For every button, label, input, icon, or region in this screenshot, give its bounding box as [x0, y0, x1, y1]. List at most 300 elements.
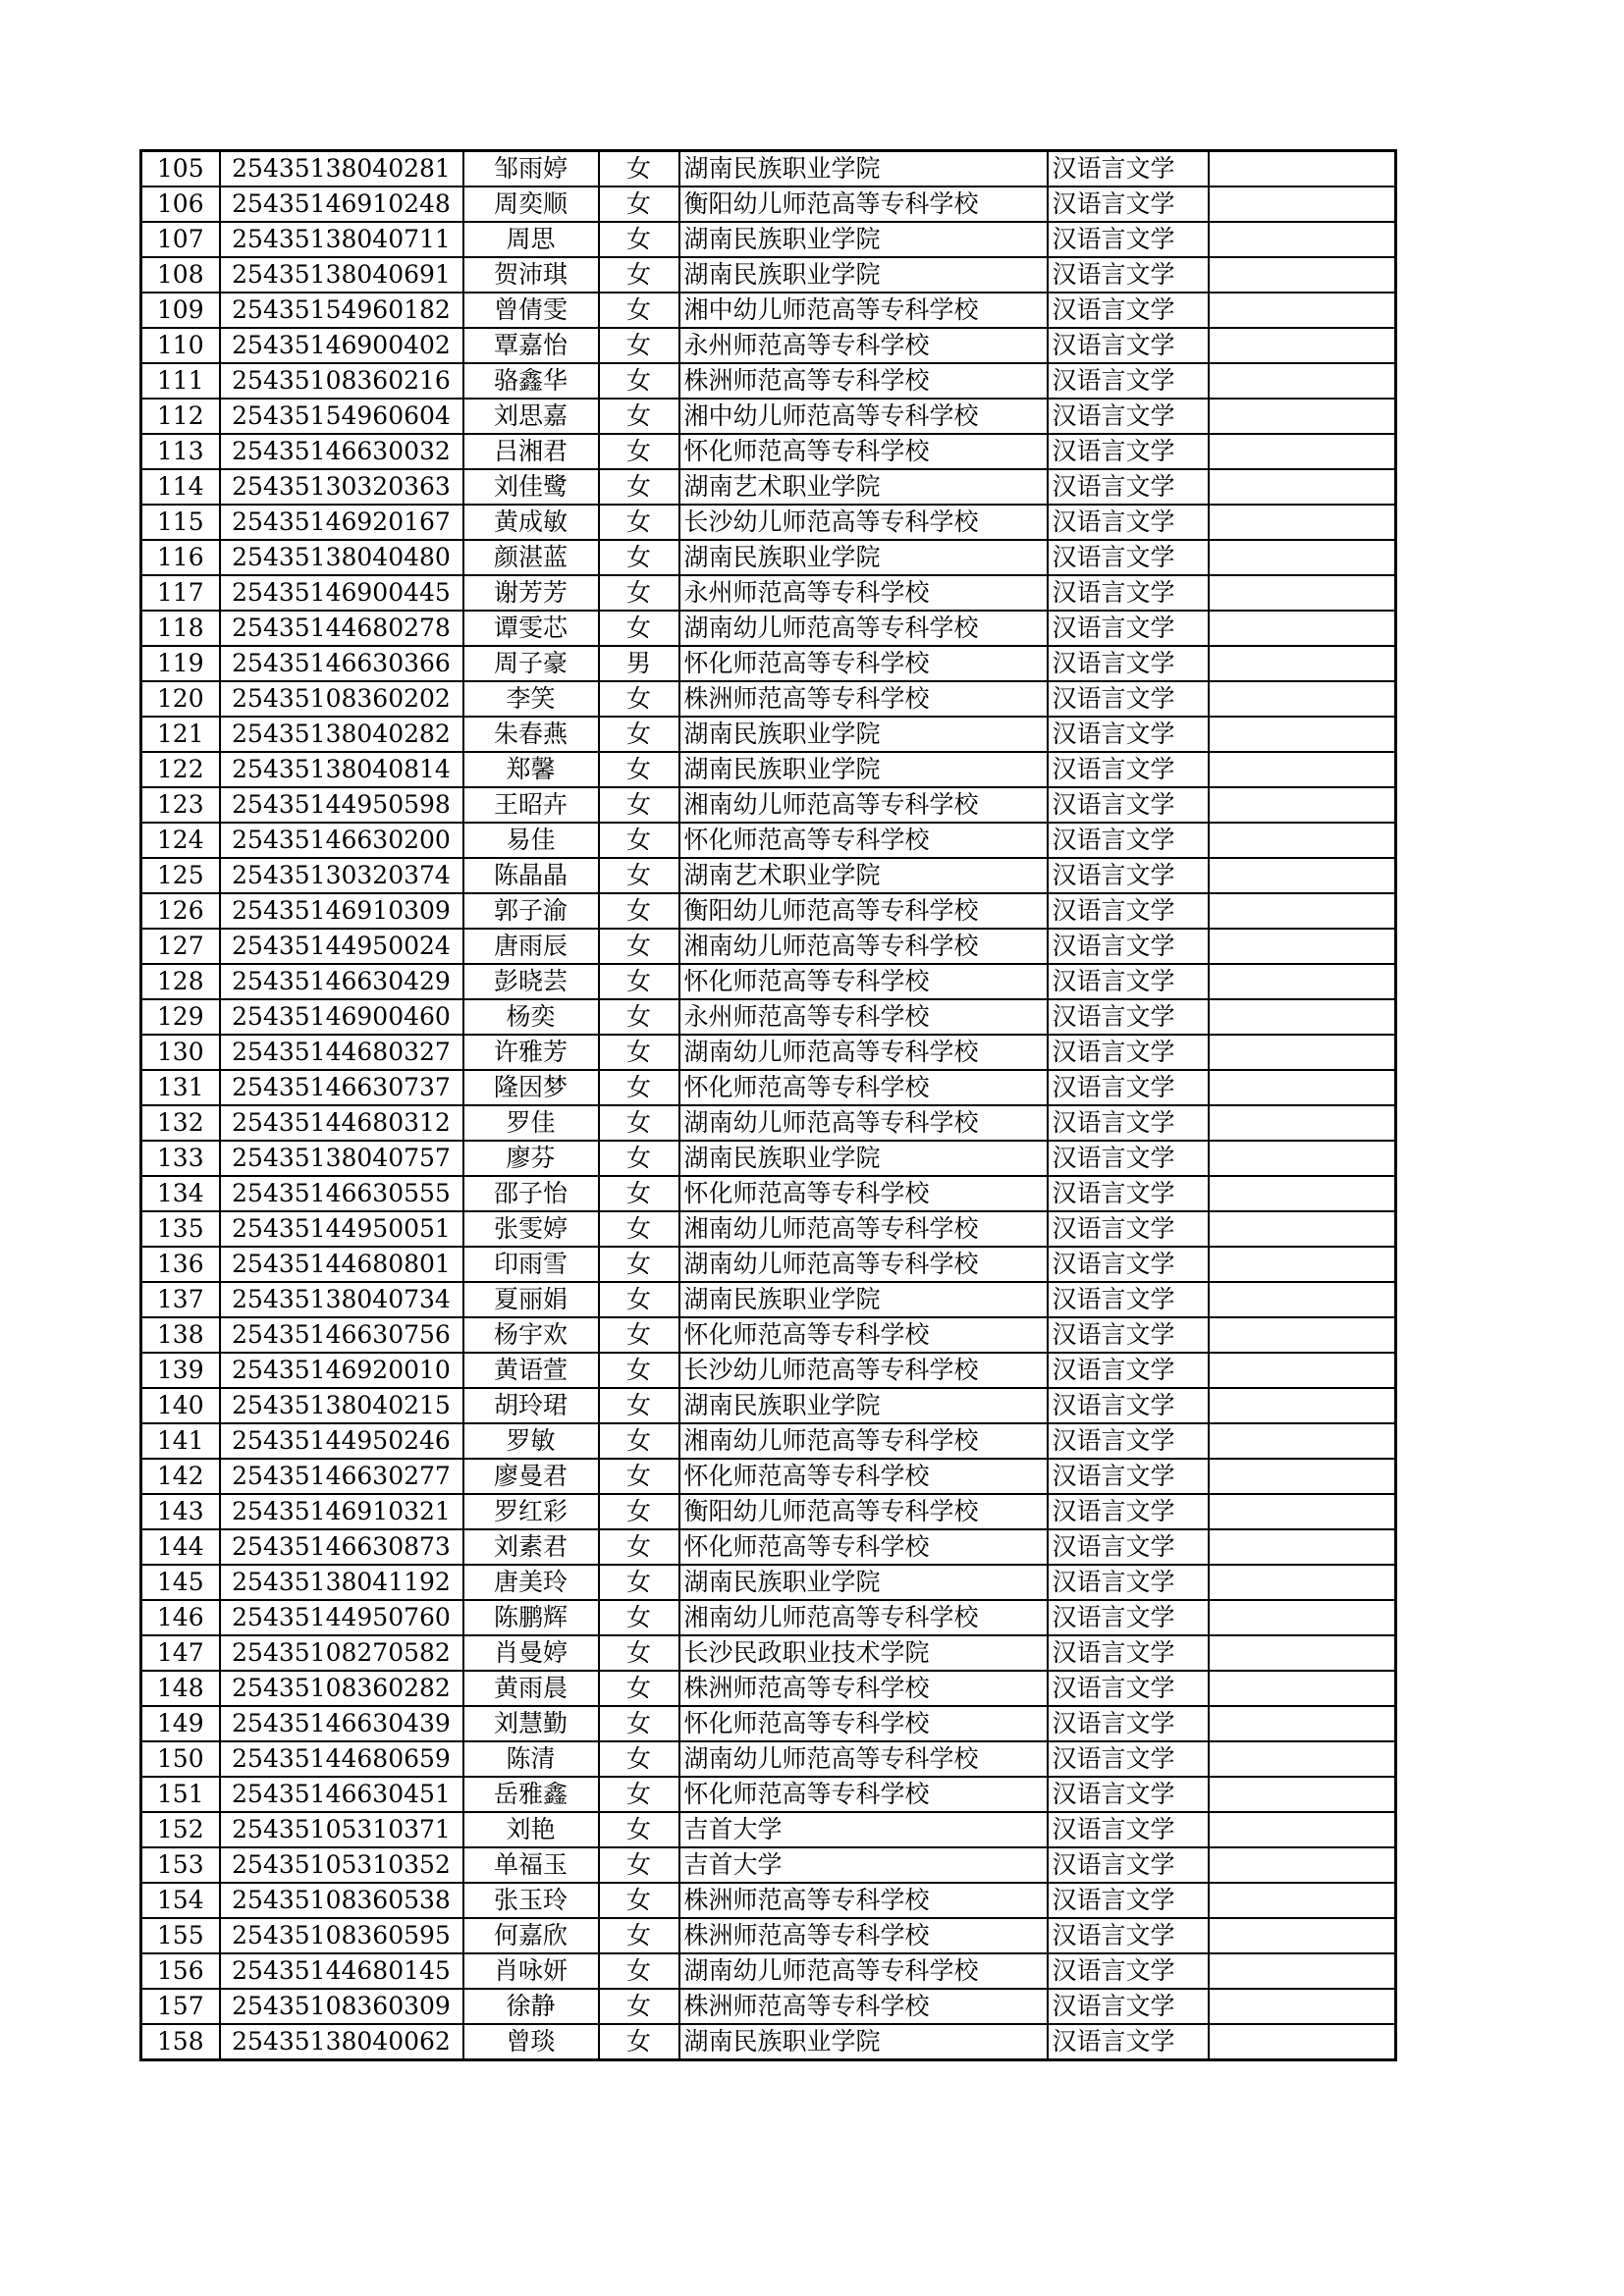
table-row — [141, 1494, 1396, 1529]
school-name: 湖南民族职业学院 — [679, 151, 1048, 187]
remarks-cell — [1209, 681, 1396, 717]
remarks-cell — [1209, 893, 1396, 929]
student-gender: 女 — [599, 858, 679, 893]
candidate-id: 25435146920167 — [220, 505, 463, 540]
row-number: 130 — [141, 1035, 220, 1070]
school-name: 怀化师范高等专科学校 — [679, 1706, 1048, 1741]
student-gender: 女 — [599, 363, 679, 399]
row-number: 106 — [141, 187, 220, 222]
table-row — [141, 858, 1396, 893]
school-name: 湖南幼儿师范高等专科学校 — [679, 1035, 1048, 1070]
candidate-id: 25435138041192 — [220, 1565, 463, 1600]
candidate-id: 25435146630873 — [220, 1529, 463, 1565]
major-name: 汉语言文学 — [1048, 646, 1209, 681]
candidate-id: 25435146900460 — [220, 999, 463, 1035]
remarks-cell — [1209, 646, 1396, 681]
major-name: 汉语言文学 — [1048, 929, 1209, 964]
school-name: 怀化师范高等专科学校 — [679, 1317, 1048, 1353]
row-number: 151 — [141, 1777, 220, 1812]
candidate-id: 25435144950024 — [220, 929, 463, 964]
major-name: 汉语言文学 — [1048, 1176, 1209, 1211]
student-gender: 女 — [599, 1883, 679, 1918]
major-name: 汉语言文学 — [1048, 1706, 1209, 1741]
student-gender: 女 — [599, 1706, 679, 1741]
student-name: 周子豪 — [463, 646, 599, 681]
row-number: 144 — [141, 1529, 220, 1565]
student-name: 陈鹏辉 — [463, 1600, 599, 1635]
student-gender: 女 — [599, 752, 679, 787]
table-row — [141, 469, 1396, 505]
table-row — [141, 1105, 1396, 1141]
candidate-id: 25435138040282 — [220, 717, 463, 752]
school-name: 湖南幼儿师范高等专科学校 — [679, 1247, 1048, 1282]
row-number: 147 — [141, 1635, 220, 1671]
school-name: 怀化师范高等专科学校 — [679, 1176, 1048, 1211]
student-gender: 男 — [599, 646, 679, 681]
school-name: 衡阳幼儿师范高等专科学校 — [679, 187, 1048, 222]
roster-table — [139, 149, 1397, 2061]
major-name: 汉语言文学 — [1048, 752, 1209, 787]
student-name: 杨奕 — [463, 999, 599, 1035]
remarks-cell — [1209, 293, 1396, 328]
table-row — [141, 1247, 1396, 1282]
student-name: 郭子渝 — [463, 893, 599, 929]
student-name: 夏丽娟 — [463, 1282, 599, 1317]
major-name: 汉语言文学 — [1048, 575, 1209, 611]
row-number: 114 — [141, 469, 220, 505]
major-name: 汉语言文学 — [1048, 1883, 1209, 1918]
major-name: 汉语言文学 — [1048, 1777, 1209, 1812]
table-row — [141, 823, 1396, 858]
candidate-id: 25435138040062 — [220, 2024, 463, 2060]
student-name: 罗佳 — [463, 1105, 599, 1141]
row-number: 134 — [141, 1176, 220, 1211]
school-name: 湖南幼儿师范高等专科学校 — [679, 1741, 1048, 1777]
student-name: 徐静 — [463, 1989, 599, 2024]
remarks-cell — [1209, 1035, 1396, 1070]
table-row — [141, 787, 1396, 823]
candidate-id: 25435146920010 — [220, 1353, 463, 1388]
candidate-id: 25435146900402 — [220, 328, 463, 363]
remarks-cell — [1209, 1388, 1396, 1423]
table-row — [141, 646, 1396, 681]
remarks-cell — [1209, 399, 1396, 434]
remarks-cell — [1209, 1706, 1396, 1741]
remarks-cell — [1209, 1777, 1396, 1812]
candidate-id: 25435138040734 — [220, 1282, 463, 1317]
candidate-id: 25435146900445 — [220, 575, 463, 611]
candidate-id: 25435108360216 — [220, 363, 463, 399]
table-row — [141, 222, 1396, 257]
student-name: 唐雨辰 — [463, 929, 599, 964]
row-number: 117 — [141, 575, 220, 611]
table-row — [141, 151, 1396, 187]
remarks-cell — [1209, 1812, 1396, 1847]
student-gender: 女 — [599, 505, 679, 540]
table-row — [141, 1459, 1396, 1494]
candidate-id: 25435138040757 — [220, 1141, 463, 1176]
major-name: 汉语言文学 — [1048, 1211, 1209, 1247]
major-name: 汉语言文学 — [1048, 505, 1209, 540]
row-number: 108 — [141, 257, 220, 293]
school-name: 株洲师范高等专科学校 — [679, 1989, 1048, 2024]
candidate-id: 25435130320374 — [220, 858, 463, 893]
major-name: 汉语言文学 — [1048, 1741, 1209, 1777]
student-gender: 女 — [599, 1741, 679, 1777]
major-name: 汉语言文学 — [1048, 1282, 1209, 1317]
remarks-cell — [1209, 187, 1396, 222]
table-row — [141, 328, 1396, 363]
student-name: 印雨雪 — [463, 1247, 599, 1282]
row-number: 135 — [141, 1211, 220, 1247]
table-row — [141, 1777, 1396, 1812]
student-gender: 女 — [599, 964, 679, 999]
candidate-id: 25435146910309 — [220, 893, 463, 929]
row-number: 137 — [141, 1282, 220, 1317]
student-gender: 女 — [599, 717, 679, 752]
table-row — [141, 1883, 1396, 1918]
student-name: 刘慧勤 — [463, 1706, 599, 1741]
major-name: 汉语言文学 — [1048, 293, 1209, 328]
table-row — [141, 1282, 1396, 1317]
student-gender: 女 — [599, 1317, 679, 1353]
remarks-cell — [1209, 1459, 1396, 1494]
student-name: 刘思嘉 — [463, 399, 599, 434]
school-name: 株洲师范高等专科学校 — [679, 1671, 1048, 1706]
major-name: 汉语言文学 — [1048, 1635, 1209, 1671]
table-row — [141, 293, 1396, 328]
student-gender: 女 — [599, 929, 679, 964]
table-row — [141, 1635, 1396, 1671]
row-number: 140 — [141, 1388, 220, 1423]
student-name: 朱春燕 — [463, 717, 599, 752]
student-name: 覃嘉怡 — [463, 328, 599, 363]
student-gender: 女 — [599, 787, 679, 823]
table-row — [141, 681, 1396, 717]
school-name: 湖南民族职业学院 — [679, 752, 1048, 787]
remarks-cell — [1209, 1070, 1396, 1105]
student-name: 许雅芳 — [463, 1035, 599, 1070]
student-gender: 女 — [599, 1105, 679, 1141]
remarks-cell — [1209, 1282, 1396, 1317]
remarks-cell — [1209, 929, 1396, 964]
row-number: 156 — [141, 1953, 220, 1989]
student-name: 张雯婷 — [463, 1211, 599, 1247]
student-name: 单福玉 — [463, 1847, 599, 1883]
student-gender: 女 — [599, 469, 679, 505]
table-row — [141, 1565, 1396, 1600]
major-name: 汉语言文学 — [1048, 1812, 1209, 1847]
school-name: 吉首大学 — [679, 1847, 1048, 1883]
school-name: 株洲师范高等专科学校 — [679, 681, 1048, 717]
major-name: 汉语言文学 — [1048, 1529, 1209, 1565]
school-name: 湖南民族职业学院 — [679, 257, 1048, 293]
candidate-id: 25435108360202 — [220, 681, 463, 717]
remarks-cell — [1209, 363, 1396, 399]
row-number: 115 — [141, 505, 220, 540]
table-row — [141, 1388, 1396, 1423]
student-name: 谢芳芳 — [463, 575, 599, 611]
row-number: 150 — [141, 1741, 220, 1777]
row-number: 154 — [141, 1883, 220, 1918]
major-name: 汉语言文学 — [1048, 2024, 1209, 2060]
remarks-cell — [1209, 151, 1396, 187]
major-name: 汉语言文学 — [1048, 363, 1209, 399]
student-gender: 女 — [599, 540, 679, 575]
remarks-cell — [1209, 611, 1396, 646]
major-name: 汉语言文学 — [1048, 1035, 1209, 1070]
remarks-cell — [1209, 1247, 1396, 1282]
remarks-cell — [1209, 1423, 1396, 1459]
student-name: 李笑 — [463, 681, 599, 717]
student-gender: 女 — [599, 434, 679, 469]
row-number: 127 — [141, 929, 220, 964]
row-number: 157 — [141, 1989, 220, 2024]
school-name: 湖南民族职业学院 — [679, 1141, 1048, 1176]
school-name: 湘南幼儿师范高等专科学校 — [679, 1211, 1048, 1247]
student-gender: 女 — [599, 328, 679, 363]
table-row — [141, 1953, 1396, 1989]
row-number: 125 — [141, 858, 220, 893]
row-number: 116 — [141, 540, 220, 575]
student-gender: 女 — [599, 1600, 679, 1635]
row-number: 148 — [141, 1671, 220, 1706]
remarks-cell — [1209, 752, 1396, 787]
table-row — [141, 257, 1396, 293]
school-name: 湘南幼儿师范高等专科学校 — [679, 1423, 1048, 1459]
major-name: 汉语言文学 — [1048, 1989, 1209, 2024]
row-number: 141 — [141, 1423, 220, 1459]
student-gender: 女 — [599, 1777, 679, 1812]
remarks-cell — [1209, 434, 1396, 469]
row-number: 158 — [141, 2024, 220, 2060]
table-row — [141, 1176, 1396, 1211]
remarks-cell — [1209, 1741, 1396, 1777]
major-name: 汉语言文学 — [1048, 1105, 1209, 1141]
student-name: 谭雯芯 — [463, 611, 599, 646]
major-name: 汉语言文学 — [1048, 717, 1209, 752]
row-number: 113 — [141, 434, 220, 469]
school-name: 怀化师范高等专科学校 — [679, 823, 1048, 858]
remarks-cell — [1209, 787, 1396, 823]
school-name: 株洲师范高等专科学校 — [679, 1883, 1048, 1918]
student-name: 刘佳鹭 — [463, 469, 599, 505]
remarks-cell — [1209, 1600, 1396, 1635]
student-gender: 女 — [599, 1423, 679, 1459]
row-number: 119 — [141, 646, 220, 681]
student-name: 罗红彩 — [463, 1494, 599, 1529]
student-gender: 女 — [599, 1070, 679, 1105]
school-name: 怀化师范高等专科学校 — [679, 964, 1048, 999]
major-name: 汉语言文学 — [1048, 1247, 1209, 1282]
candidate-id: 25435138040691 — [220, 257, 463, 293]
table-row — [141, 399, 1396, 434]
table-row — [141, 1317, 1396, 1353]
student-name: 黄成敏 — [463, 505, 599, 540]
student-name: 刘素君 — [463, 1529, 599, 1565]
student-name: 王昭卉 — [463, 787, 599, 823]
student-name: 邵子怡 — [463, 1176, 599, 1211]
remarks-cell — [1209, 858, 1396, 893]
school-name: 湘中幼儿师范高等专科学校 — [679, 293, 1048, 328]
student-name: 周奕顺 — [463, 187, 599, 222]
row-number: 145 — [141, 1565, 220, 1600]
row-number: 124 — [141, 823, 220, 858]
student-name: 肖曼婷 — [463, 1635, 599, 1671]
remarks-cell — [1209, 823, 1396, 858]
candidate-id: 25435146630200 — [220, 823, 463, 858]
remarks-cell — [1209, 1176, 1396, 1211]
candidate-id: 25435144950760 — [220, 1600, 463, 1635]
candidate-id: 25435144950598 — [220, 787, 463, 823]
row-number: 123 — [141, 787, 220, 823]
student-gender: 女 — [599, 1565, 679, 1600]
table-row — [141, 1070, 1396, 1105]
remarks-cell — [1209, 257, 1396, 293]
school-name: 怀化师范高等专科学校 — [679, 434, 1048, 469]
student-name: 岳雅鑫 — [463, 1777, 599, 1812]
remarks-cell — [1209, 1635, 1396, 1671]
major-name: 汉语言文学 — [1048, 893, 1209, 929]
candidate-id: 25435146630429 — [220, 964, 463, 999]
school-name: 永州师范高等专科学校 — [679, 575, 1048, 611]
school-name: 长沙幼儿师范高等专科学校 — [679, 505, 1048, 540]
student-gender: 女 — [599, 151, 679, 187]
student-name: 罗敏 — [463, 1423, 599, 1459]
table-row — [141, 1529, 1396, 1565]
row-number: 155 — [141, 1918, 220, 1953]
remarks-cell — [1209, 1671, 1396, 1706]
table-row — [141, 434, 1396, 469]
remarks-cell — [1209, 1353, 1396, 1388]
student-gender: 女 — [599, 1812, 679, 1847]
table-row — [141, 964, 1396, 999]
student-name: 肖咏妍 — [463, 1953, 599, 1989]
remarks-cell — [1209, 469, 1396, 505]
major-name: 汉语言文学 — [1048, 540, 1209, 575]
student-gender: 女 — [599, 1141, 679, 1176]
student-gender: 女 — [599, 222, 679, 257]
row-number: 143 — [141, 1494, 220, 1529]
student-name: 郑馨 — [463, 752, 599, 787]
student-name: 廖曼君 — [463, 1459, 599, 1494]
student-gender: 女 — [599, 1282, 679, 1317]
student-gender: 女 — [599, 1353, 679, 1388]
student-gender: 女 — [599, 1388, 679, 1423]
row-number: 107 — [141, 222, 220, 257]
candidate-id: 25435144680145 — [220, 1953, 463, 1989]
remarks-cell — [1209, 1105, 1396, 1141]
candidate-id: 25435146630366 — [220, 646, 463, 681]
roster-rows — [141, 151, 1396, 2060]
school-name: 吉首大学 — [679, 1812, 1048, 1847]
remarks-cell — [1209, 1494, 1396, 1529]
major-name: 汉语言文学 — [1048, 1600, 1209, 1635]
major-name: 汉语言文学 — [1048, 681, 1209, 717]
student-name: 易佳 — [463, 823, 599, 858]
major-name: 汉语言文学 — [1048, 1353, 1209, 1388]
major-name: 汉语言文学 — [1048, 222, 1209, 257]
candidate-id: 25435144680327 — [220, 1035, 463, 1070]
row-number: 138 — [141, 1317, 220, 1353]
major-name: 汉语言文学 — [1048, 1388, 1209, 1423]
candidate-id: 25435144680312 — [220, 1105, 463, 1141]
student-name: 黄语萱 — [463, 1353, 599, 1388]
table-row — [141, 540, 1396, 575]
student-gender: 女 — [599, 2024, 679, 2060]
student-gender: 女 — [599, 1671, 679, 1706]
student-name: 贺沛琪 — [463, 257, 599, 293]
student-name: 曾琰 — [463, 2024, 599, 2060]
table-row — [141, 575, 1396, 611]
candidate-id: 25435146630451 — [220, 1777, 463, 1812]
student-gender: 女 — [599, 399, 679, 434]
table-row — [141, 2024, 1396, 2060]
school-name: 湖南民族职业学院 — [679, 1388, 1048, 1423]
school-name: 湖南民族职业学院 — [679, 717, 1048, 752]
school-name: 衡阳幼儿师范高等专科学校 — [679, 893, 1048, 929]
school-name: 永州师范高等专科学校 — [679, 328, 1048, 363]
student-gender: 女 — [599, 1989, 679, 2024]
student-gender: 女 — [599, 257, 679, 293]
major-name: 汉语言文学 — [1048, 1847, 1209, 1883]
remarks-cell — [1209, 540, 1396, 575]
candidate-id: 25435105310371 — [220, 1812, 463, 1847]
school-name: 湖南幼儿师范高等专科学校 — [679, 1105, 1048, 1141]
student-gender: 女 — [599, 1529, 679, 1565]
row-number: 109 — [141, 293, 220, 328]
student-gender: 女 — [599, 999, 679, 1035]
school-name: 怀化师范高等专科学校 — [679, 1529, 1048, 1565]
row-number: 120 — [141, 681, 220, 717]
candidate-id: 25435146630555 — [220, 1176, 463, 1211]
student-name: 隆因梦 — [463, 1070, 599, 1105]
student-name: 陈清 — [463, 1741, 599, 1777]
major-name: 汉语言文学 — [1048, 611, 1209, 646]
row-number: 121 — [141, 717, 220, 752]
candidate-id: 25435146630756 — [220, 1317, 463, 1353]
student-gender: 女 — [599, 1211, 679, 1247]
candidate-id: 25435108360282 — [220, 1671, 463, 1706]
table-row — [141, 1141, 1396, 1176]
candidate-id: 25435154960182 — [220, 293, 463, 328]
student-name: 刘艳 — [463, 1812, 599, 1847]
school-name: 湖南民族职业学院 — [679, 540, 1048, 575]
student-name: 曾倩雯 — [463, 293, 599, 328]
major-name: 汉语言文学 — [1048, 399, 1209, 434]
student-name: 黄雨晨 — [463, 1671, 599, 1706]
candidate-id: 25435138040711 — [220, 222, 463, 257]
student-name: 吕湘君 — [463, 434, 599, 469]
row-number: 110 — [141, 328, 220, 363]
student-gender: 女 — [599, 1247, 679, 1282]
student-name: 陈晶晶 — [463, 858, 599, 893]
student-name: 何嘉欣 — [463, 1918, 599, 1953]
student-name: 廖芬 — [463, 1141, 599, 1176]
remarks-cell — [1209, 575, 1396, 611]
table-row — [141, 752, 1396, 787]
student-name: 杨宇欢 — [463, 1317, 599, 1353]
student-gender: 女 — [599, 1459, 679, 1494]
school-name: 永州师范高等专科学校 — [679, 999, 1048, 1035]
major-name: 汉语言文学 — [1048, 434, 1209, 469]
row-number: 126 — [141, 893, 220, 929]
student-name: 胡玲珺 — [463, 1388, 599, 1423]
school-name: 怀化师范高等专科学校 — [679, 646, 1048, 681]
remarks-cell — [1209, 505, 1396, 540]
table-row — [141, 1918, 1396, 1953]
table-row — [141, 1671, 1396, 1706]
